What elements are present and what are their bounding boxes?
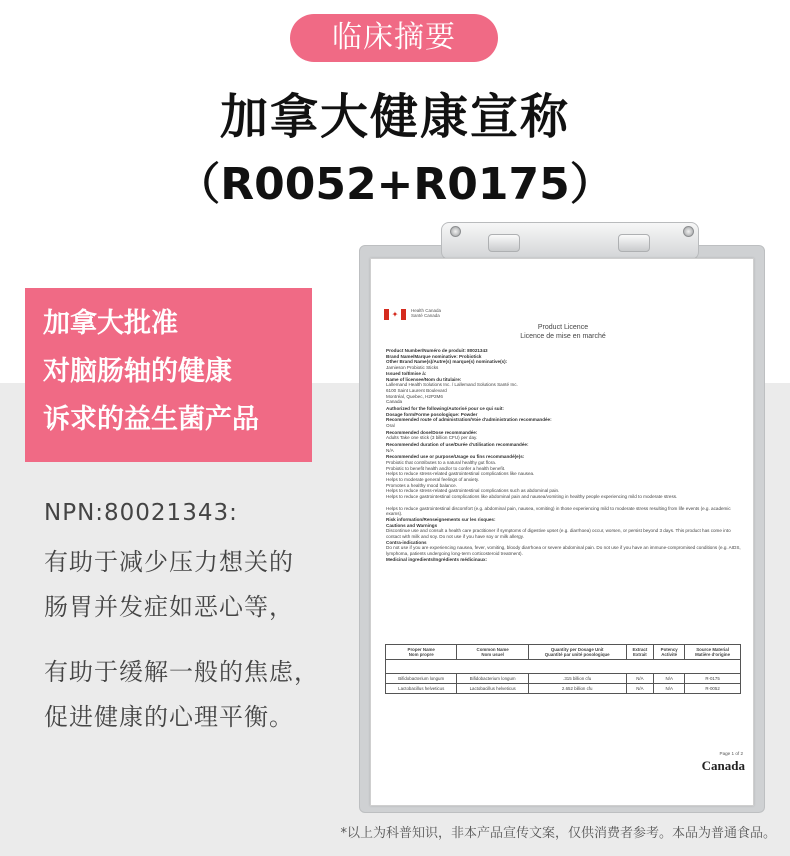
licence-field: Cautions and Warnings (386, 522, 438, 528)
licence-field: 6100 Saint Laurent Boulevard (386, 387, 447, 393)
licence-field: N/A (386, 447, 394, 453)
dept-fr: Santé Canada (411, 313, 440, 318)
licence-field: Adults Take one stick (3 billion CFU) per day. (386, 435, 478, 441)
claim-line: 促进健康的心理平衡。 (44, 703, 294, 731)
licence-field: Do not use if you are experiencing nausea, fever, vomiting, bloody diarrhoea or severe abdominal pain. Do not use if you have an immune-compromised conditions (e.g. AIDS, lymphoma, patients undergoing long-term corticosteroid treatment). (386, 545, 741, 556)
claim-stress (44, 540, 294, 630)
licence-field: Authorized for the following/Autorisé pour ce qui suit: (386, 405, 504, 411)
licence-field: Recommended use or purpose/Usage ou fins recommandé(e)s: (386, 454, 525, 460)
table-cell: .315 billion cfu (528, 674, 626, 684)
licence-field: Issued to/Émise à: (386, 370, 427, 376)
table-cell: R-0175 (685, 674, 741, 684)
licence-field: Risk information/Renseignements sur les risques: (386, 516, 496, 522)
canada-wordmark (702, 758, 745, 774)
table-cell: N/A (654, 674, 685, 684)
clip-hinge (488, 234, 520, 252)
table-header: Proper Name Nom propre (386, 645, 457, 660)
claim-line: 有助于减少压力想关的 (44, 548, 294, 576)
department-name (411, 308, 441, 318)
table-cell: Lactobacillus helveticus (386, 684, 457, 694)
table-cell: N/A (626, 674, 654, 684)
licence-field: Recommended dose/Dose recommandée: (386, 429, 478, 435)
table-header: Potency Activité (654, 645, 685, 660)
section-tag: 临床摘要 (290, 14, 498, 62)
highlight-line: 加拿大批准 (43, 308, 178, 339)
table-cell: Bifidobacterium longum (457, 674, 528, 684)
table-cell: N/A (626, 684, 654, 694)
highlight-line: 对脑肠轴的健康 (43, 356, 232, 387)
table-header: Common Name Nom usuel (457, 645, 528, 660)
table-header: Source Material Matière d'origine (685, 645, 741, 660)
canada-wordmark-text: Canada (701, 758, 745, 773)
claim-anxiety (44, 650, 319, 740)
licence-field: Probiotic that contributes to a natural healthy gut flora. (386, 459, 497, 465)
licence-field: Lallemand Health Solutions Inc. / Lallemand Solutions Santé Inc. (386, 382, 518, 388)
screw-icon (683, 226, 694, 237)
table-cell: N/A (654, 684, 685, 694)
highlight-line: 诉求的益生菌产品 (43, 404, 259, 435)
disclaimer-footnote: *以上为科普知识，非本产品宣传文案，仅供消费者参考。本品为普通食品。 (340, 826, 776, 841)
clipboard-clip (441, 222, 699, 260)
licence-field: Name of licensee/Nom du titulaire: (386, 376, 462, 382)
licence-field: Other Brand Name(s)/Autre(s) marque(s) nominative(s): (386, 359, 508, 365)
licence-field: Helps to moderate general feelings of anxiety. (386, 477, 480, 482)
licence-field: Oral (386, 423, 395, 428)
canada-flag-icon: ✦ (384, 309, 406, 320)
claim-line: 有助于缓解一般的焦虑， (44, 658, 319, 686)
licence-field: Montréal, Quebec, H2P2M6 (386, 393, 443, 399)
licence-field: Helps to reduce gastrointestinal discomfort (e.g. abdominal pain, nausea, vomiting) in those experiencing mild to moderate stress resulting from life events (e.g. academic exams). (386, 505, 731, 517)
licence-field: Canada (386, 399, 403, 405)
table-spacer (386, 660, 741, 674)
licence-field: Brand Name/Marque nominative: Probiotick (386, 353, 482, 359)
licence-field: Probiotic to benefit health and/or to confer a health benefit. (386, 465, 506, 471)
licence-title-fr: Licence de mise en marché (520, 333, 606, 340)
table-cell: 2.652 billion cfu (528, 684, 626, 694)
highlight-box (25, 288, 312, 462)
page-title: 加拿大健康宣称 (219, 89, 570, 145)
licence-title (371, 323, 755, 341)
table-header: Extract Extrait (626, 645, 654, 660)
table-cell: Lactobacillus helveticus (457, 684, 528, 694)
licence-field: Medicinal ingredients/Ingrédients médicinaux: (386, 556, 488, 562)
table-cell: R-0052 (685, 684, 741, 694)
table-header: Quantity per Dosage Unit Quantité par unité posologique (528, 645, 626, 660)
licence-field: Promotes a healthy mood balance. (386, 482, 457, 488)
page-subtitle: （R0052+R0175） (176, 159, 614, 210)
clip-hinge (618, 234, 650, 252)
page-number: Page 1 of 2 (719, 751, 743, 756)
licence-field: Jamieson Probiotic Sticks (386, 365, 439, 371)
licence-field: Helps to reduce stress-related gastrointestinal complications such as abdominal pain. (386, 488, 560, 494)
claim-line: 肠胃并发症如恶心等， (44, 593, 294, 621)
licence-field: Recommended route of administration/Voie d'administration recommandée: (386, 417, 552, 423)
table-row (386, 684, 741, 694)
dept-en: Health Canada (411, 308, 442, 313)
licence-field: Dosage form/Forme posologique: Powder (386, 411, 478, 417)
npn-number: NPN:80021343: (44, 500, 238, 526)
licence-document (370, 258, 754, 806)
table-row (386, 674, 741, 684)
licence-field: Helps to reduce stress-related gastrointestinal complications like nausea. (386, 471, 535, 477)
table-cell: Bifidobacterium longum (386, 674, 457, 684)
licence-title-en: Product Licence (537, 324, 589, 331)
licence-field: Contra-indications (386, 539, 427, 545)
screw-icon (450, 226, 461, 237)
licence-field: Helps to reduce gastrointestinal complications like abdominal pain and nausea/vomiting in healthy people experiencing mild to moderate stress. (386, 494, 678, 500)
licence-field: Discontinue use and consult a health care practitioner if symptoms of digestive upset (e.g. diarrhoea) occur, worsen, or persist beyond 3 days. This product has come into contact with milk and soy. Do not use if you have soy or milk allergy. (386, 528, 731, 539)
ingredients-table (385, 644, 741, 694)
licence-field: Recommended duration of use/Durée d'utilisation recommandée: (386, 441, 529, 447)
licence-field: Product Number/Numéro de produit: 80021343 (386, 348, 488, 353)
